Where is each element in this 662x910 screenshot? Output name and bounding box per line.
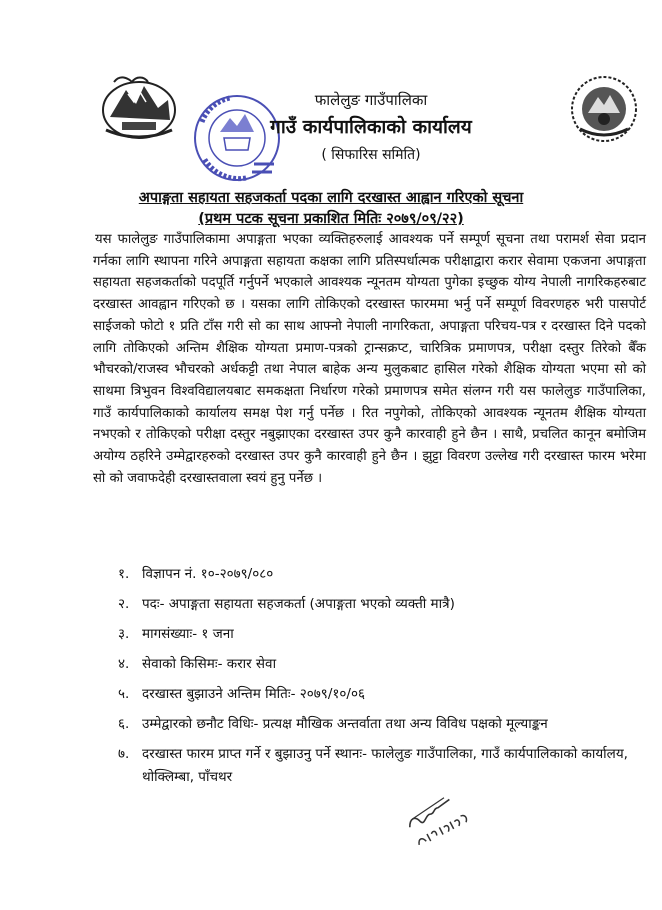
list-item-text: सेवाको किसिमः- करार सेवा	[142, 656, 277, 672]
list-item	[118, 744, 628, 762]
notice-body: यस फालेलुङ गाउँपालिकामा अपाङ्गता भएका व्यक्तिहरुलाई आवश्यक पर्ने सम्पूर्ण सूचना तथा परामर्श सेवा प्रदान गर्नका लागि स्थापना गरिने अपाङ्गता सहायता कक्षका लागि प्रतिस्पर्धात्मक परीक्षाद्वारा करार सेवामा एकजना अपाङ्गता सहायता सहजकर्ताको पदपूर्ति गर्नुपर्ने भएकाले आवश्यक न्यूनतम योग्यता पुगेका इच्छुक योग्य नेपाली नागरिकहरुबाट दरखास्त आवह्वान गरिएको छ । यसका लागि तोकिएको दरखास्त फारममा भर्नु पर्ने सम्पूर्ण विवरणहरु भरी पासपोर्ट साईजको फोटो १ प्रति टाँस गरी सो का साथ आफ्नो नेपाली नागरिकता, अपाङ्गता परिचय-पत्र र दरखास्त दिने पदको लागि तोकिएको अन्तिम शैक्षिक योग्यता प्रमाण-पत्रको ट्रान्सक्रप्ट, चारित्रिक प्रमाणपत्र, परीक्षा दस्तुर तिरेको बैँक भौचरको/राजस्व भौचरको अर्धकट्टी तथा नेपाल बाहेक अन्य मुलुकबाट हासिल गरेको शैक्षिक योग्यता भएमा सो को साथमा त्रिभुवन विश्वविद्यालयबाट समकक्षता निर्धारण गरेको प्रमाणपत्र समेत संलग्न गरी यस फालेलुङ गाउँपालिका, गाउँ कार्यपालिकाको कार्यालय समक्ष पेश गर्नु पर्नेछ । रित नपुगेको, तोकिएको आवश्यक न्यूनतम शैक्षिक योग्यता नभएको र तोकिएको परीक्षा दस्तुर नबुझाएका दरखास्त उपर कुनै कारवाही हुने छैन । साथै, प्रचलित कानून बमोजिम अयोग्य ठहरिने उम्मेद्वारहरुको दरखास्त उपर कुनै कारवाही हुने छैन । झुट्टा विवरण उल्लेख गरी दरखास्त फारम भरेमा सो को जवाफदेही दरखास्तवाला स्वयं हुनु पर्नेछ ।	[93, 232, 646, 486]
notice-subtitle: (प्रथम पटक सूचना प्रकाशित मितिः २०७९/०९/२२)	[198, 211, 464, 227]
list-item-text: दरखास्त बुझाउने अन्तिम मितिः- २०७९/१०/०६	[142, 686, 365, 702]
list-item-number: ६.	[118, 716, 130, 732]
list-item-text: दरखास्त फारम प्राप्त गर्ने र बुझाउनु पर्ने स्थानः- फालेलुङ गाउँपालिका, गाउँ कार्यपालिकाको कार्यालय,	[142, 746, 628, 762]
list-item-text: पदः- अपाङ्गता सहायता सहजकर्ता (अपाङ्गता भएको व्यक्ती मात्रै)	[142, 596, 455, 612]
list-item-number: ४.	[118, 656, 130, 672]
list-item-number: २.	[118, 596, 130, 612]
committee-name: ( सिफारिस समिति)	[321, 147, 421, 163]
list-item	[118, 654, 276, 672]
list-item-number: ३.	[118, 626, 130, 642]
list-item-text: मागसंख्याः- १ जना	[142, 626, 234, 642]
list-item-text: विज्ञापन नं. १०-२०७९/०८०	[142, 566, 274, 582]
municipality-name: फालेलुङ गाउँपालिका	[314, 91, 428, 109]
list-item	[118, 624, 234, 642]
list-item	[118, 594, 455, 612]
list-item-number: ७.	[118, 746, 130, 762]
notice-title: अपाङ्गता सहायता सहजकर्ता पदका लागि दरखास्त आह्वान गरिएको सूचना	[138, 190, 524, 206]
list-item	[118, 564, 273, 582]
list-item	[118, 684, 365, 702]
list-item-number: १.	[118, 566, 130, 582]
list-item-text: उम्मेद्वारको छनौट विधिः- प्रत्यक्ष मौखिक अन्तर्वाता तथा अन्य विविध पक्षको मूल्याङ्कन	[142, 716, 548, 732]
list-item-continuation: थोक्लिम्बा, पाँचथर	[142, 769, 233, 785]
office-name: गाउँ कार्यपालिकाको कार्यालय	[270, 116, 472, 138]
list-item-number: ५.	[118, 686, 130, 702]
handwritten-signature	[395, 782, 485, 854]
list-item	[118, 714, 548, 732]
